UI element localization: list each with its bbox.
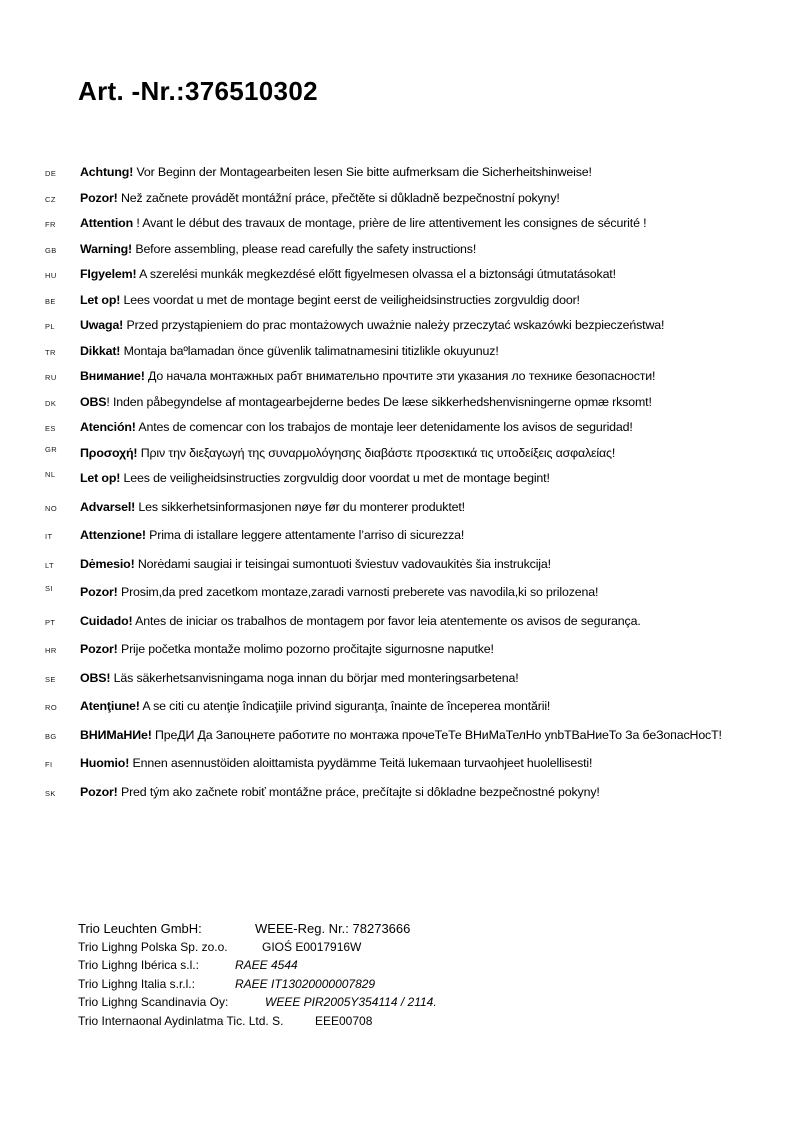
company-name: Trio Lighng Scandinavia Oy: bbox=[78, 995, 229, 1010]
warning-row-bg bbox=[40, 728, 782, 744]
warning-row-es bbox=[40, 420, 782, 436]
warning-text: Pozor! Pred tým ako začnete robiť montážne práce, prečítajte si dôkladne bezpečnostné pokyny! bbox=[80, 784, 600, 799]
language-code: BG bbox=[45, 731, 57, 741]
language-code: SK bbox=[45, 788, 56, 798]
warning-row-ru bbox=[40, 369, 782, 385]
warning-row-fr bbox=[40, 216, 782, 232]
warning-text: Προσοχή! Πριν την διεξαγωγή της συναρμολόγησης διαβάστε προσεκτικά τις υποδείξεις ασφαλείας! bbox=[80, 445, 616, 460]
language-code: RU bbox=[45, 373, 57, 382]
language-code: TR bbox=[45, 347, 56, 357]
warning-text: Let op! Lees de veiligheidsinstructies zorgvuldig door voordat u met de montage begint! bbox=[80, 471, 550, 485]
warning-text: Внимание! До начала монтажных рабт внимательно прочтите эти указания ло технике безопасности! bbox=[80, 369, 656, 383]
warning-row-sk bbox=[40, 785, 782, 801]
language-code: BE bbox=[45, 296, 56, 306]
warning-row-gr bbox=[40, 446, 782, 462]
warning-text: Advarsel! Les sikkerhetsinformasjonen nøye før du monterer produktet! bbox=[80, 499, 465, 514]
warning-row-dk bbox=[40, 395, 782, 411]
warning-row-gb bbox=[40, 242, 782, 258]
language-code: PT bbox=[45, 617, 56, 627]
language-code: IT bbox=[45, 532, 53, 541]
company-name: Trio Lighng Italia s.r.l.: bbox=[78, 976, 195, 991]
company-name: Trio Internaonal Aydinlatma Tic. Ltd. S. bbox=[78, 1013, 284, 1028]
warning-row-no bbox=[40, 500, 782, 516]
warnings-list bbox=[40, 160, 782, 801]
warning-text: Uwaga! Przed przystąpieniem do prac montażowych uważnie należy przeczytać wskazówki bezpieczeństwa! bbox=[80, 318, 665, 332]
registration-number: GIOŚ E0017916W bbox=[262, 939, 362, 954]
warning-row-hu bbox=[40, 267, 782, 283]
warning-row-fi bbox=[40, 756, 782, 772]
language-code: FR bbox=[45, 220, 56, 229]
language-code: GR bbox=[45, 444, 58, 454]
company-name: Trio Leuchten GmbH: bbox=[78, 921, 202, 936]
warning-row-be bbox=[40, 293, 782, 309]
warning-text: Dikkat! Montaja baºlamadan önce güvenlik talimatnamesini titizlikle okuyunuz! bbox=[80, 343, 499, 358]
footer-line bbox=[78, 940, 678, 959]
warning-text: Achtung! Vor Beginn der Montagearbeiten lesen Sie bitte aufmerksam die Sicherheitshinweise! bbox=[80, 165, 592, 179]
footer-line bbox=[78, 977, 678, 996]
warning-text: Let op! Lees voordat u met de montage begint eerst de veiligheidsinstructies zorgvuldig door! bbox=[80, 292, 580, 307]
warning-row-ro bbox=[40, 699, 782, 715]
warning-text: Pozor! Než začnete provádět montážní práce, přečtěte si důkladně bezpečnostní pokyny! bbox=[80, 190, 560, 205]
language-code: PL bbox=[45, 322, 55, 331]
company-name: Trio Lighng Ibérica s.l.: bbox=[78, 958, 199, 973]
warning-row-hr bbox=[40, 642, 782, 658]
registration-number: WEEE PIR2005Y354114 / 2114. bbox=[265, 995, 437, 1010]
language-code: RO bbox=[45, 703, 58, 712]
warning-row-cz bbox=[40, 191, 782, 207]
warning-text: Attenzione! Prima di istallare leggere attentamente l’arriso di sicurezza! bbox=[80, 528, 465, 542]
warning-text: Attention ! Avant le début des travaux de montage, prière de lire attentivement les consignes de sécurité ! bbox=[80, 216, 647, 230]
warning-row-lt bbox=[40, 557, 782, 573]
warning-text: Dėmesio! Norėdami saugiai ir teisingai sumontuoti šviestuv vadovaukitės šia instrukcija! bbox=[80, 556, 551, 571]
language-code: DE bbox=[45, 169, 57, 178]
warning-row-nl bbox=[40, 471, 782, 487]
warning-text: Pozor! Prosim,da pred zacetkom montaze,zaradi varnosti preberete vas navodila,ki so prilozena! bbox=[80, 585, 599, 599]
warning-row-se bbox=[40, 671, 782, 687]
warning-text: Atención! Antes de comencar con los trabajos de montaje leer detenidamente los avisos de seguridad! bbox=[80, 420, 633, 434]
language-code: NO bbox=[45, 503, 58, 513]
footer-line bbox=[78, 1014, 678, 1033]
warning-row-pl bbox=[40, 318, 782, 334]
language-code: SI bbox=[45, 584, 53, 593]
language-code: NL bbox=[45, 470, 56, 479]
weee-registration-block bbox=[78, 921, 678, 1033]
warning-row-pt bbox=[40, 614, 782, 630]
footer-line bbox=[78, 995, 678, 1014]
warning-text: FIgyelem! A szerelési munkák megkezdésé előtt figyelmesen olvassa el a biztonsági útmutatásokat! bbox=[80, 267, 616, 281]
registration-number: RAEE 4544 bbox=[235, 958, 298, 973]
language-code: DK bbox=[45, 398, 57, 408]
warning-row-si bbox=[40, 585, 782, 601]
language-code: LT bbox=[45, 560, 54, 570]
language-code: FI bbox=[45, 760, 53, 769]
warning-text: OBS! Läs säkerhetsanvisningama noga innan du börjar med monteringsarbetena! bbox=[80, 670, 519, 685]
article-number-title: Art. -Nr.:376510302 bbox=[78, 76, 318, 106]
registration-number: WEEE-Reg. Nr.: 78273666 bbox=[255, 921, 411, 936]
warning-text: ВНИМаНИе! ПреДИ Да Запоцнете работите по монтажа прочеТеТе ВНиМаТелНо уnbТВаНиеТо За беЗопасНосТ! bbox=[80, 727, 722, 742]
warning-row-tr bbox=[40, 344, 782, 360]
warning-text: Cuidado! Antes de iniciar os trabalhos de montagem por favor leia atentemente os avisos de segurança. bbox=[80, 613, 641, 628]
warning-text: Huomio! Ennen asennustöiden aloittamista pyydämme Teitä lukemaan turvaohjeet huolellisesti! bbox=[80, 756, 593, 770]
warning-text: Atenţiune! A se citi cu atenţie îndicaţiile privind siguranţa, înainte de începerea montării! bbox=[80, 699, 551, 713]
language-code: CZ bbox=[45, 194, 56, 204]
footer-line bbox=[78, 921, 678, 940]
footer-line bbox=[78, 958, 678, 977]
company-name: Trio Lighng Polska Sp. zo.o. bbox=[78, 939, 228, 954]
warning-row-it bbox=[40, 528, 782, 544]
warning-text: Pozor! Prije početka montaže molimo pozorno pročitajte sigurnosne naputke! bbox=[80, 642, 494, 656]
language-code: ES bbox=[45, 424, 56, 433]
language-code: HU bbox=[45, 271, 57, 280]
warning-row-de bbox=[40, 165, 782, 181]
warning-text: Warning! Before assembling, please read carefully the safety instructions! bbox=[80, 241, 477, 256]
warning-text: OBS! Inden påbegyndelse af montagearbejderne bedes De læse sikkerhedshenvisningerne opmæ rksomt! bbox=[80, 394, 652, 409]
registration-number: EEE00708 bbox=[315, 1013, 373, 1028]
registration-number: RAEE IT13020000007829 bbox=[235, 976, 376, 991]
language-code: GB bbox=[45, 245, 57, 255]
language-code: HR bbox=[45, 646, 57, 655]
language-code: SE bbox=[45, 674, 56, 684]
